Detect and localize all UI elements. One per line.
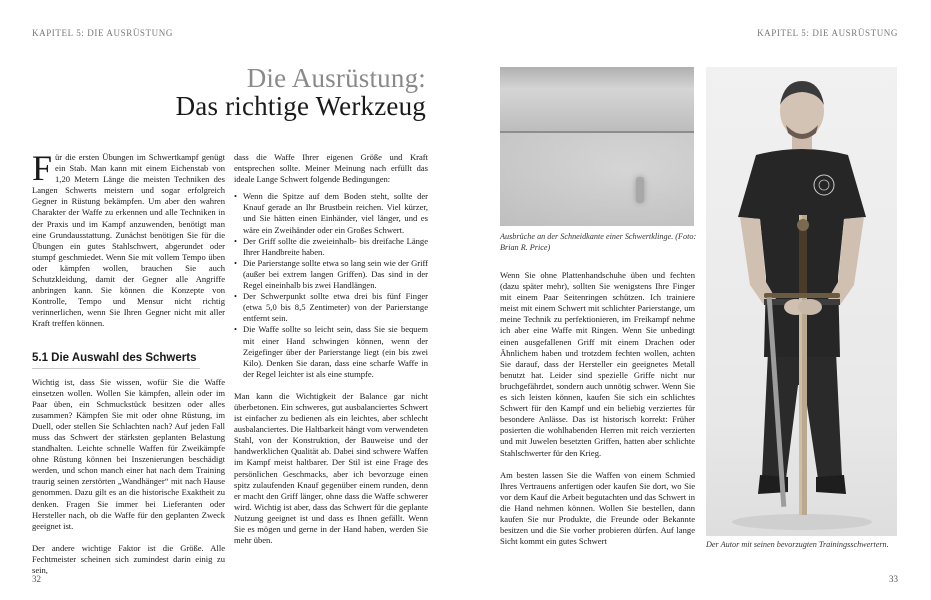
conditions-list [234,191,428,380]
right-page [465,0,931,600]
condition-item: • Die Parierstange sollte etwa so lang sein wie der Griff (außer bei extrem langen Griffen). Das sind in der Regel eineinhalb bis zwei Handlängen. [234,258,428,291]
intro-paragraph [32,148,225,330]
condition-item: • Wenn die Spitze auf dem Boden steht, sollte der Knauf gerade an Ihr Brustbein reichen. Viel kürzer, und Sie hätten einen Einhänder, viel länger, und es wäre ein Zweihänder oder ein Großes Schwert. [234,191,428,235]
blade-shading [500,133,694,226]
section-paragraph-1: Wichtig ist, dass Sie wissen, wofür Sie die Waffe einsetzen wollen. Wollen Sie kämpfen, allein oder im Paar üben, ein Schmuckstück besitzen oder alles zusammen? Kämpfen Sie mit oder ohne Rüstung, im Duell, oder stellen Sie Schlachten nach? Auf jeden Fall muss das Schwert der stärksten geplanten Belastung standhalten. Leichte schnelle Waffen für Zweikämpfe ohne Rüstung können bei Inszenierungen beschädigt werden, und schon manch einer hat nach dem Training traurig seinen zerstörten „Wandhänger“ mit nach Hause genommen. Dazu gilt es an die historische Exaktheit zu denken. Fragen Sie immer bei Lieferanten oder Hersteller nach, ob die Waffe für den geplanten Zweck geeignet ist. [32,376,225,531]
blade-nick [636,177,644,203]
page-number-left: 32 [32,574,41,584]
right-column [500,270,695,547]
page-number-right: 33 [889,574,898,584]
running-head-right: KAPITEL 5: DIE AUSRÜSTUNG [757,28,898,38]
drop-cap: F [32,148,53,188]
column2-intro: dass die Waffe Ihrer eigenen Größe und Kraft entsprechen sollte. Meiner Meinung nach erfüllt das ideale Lange Schwert folgende Bedingungen: [234,152,428,185]
chapter-title-line1: Die Ausrüstung: [246,63,426,93]
author-illustration [706,67,897,536]
blade-steel [500,67,694,133]
section-heading: 5.1 Die Auswahl des Schwerts [32,351,200,369]
section-paragraph-2: Der andere wichtige Faktor ist die Größe. Alle Fechtmeister scheinen sich zumindest darin einig zu sein, [32,542,225,575]
condition-item: • Der Schwerpunkt sollte etwa drei bis fünf Finger (etwa 5,0 bis 8,5 Zentimeter) von der Parierstange entfernt sein. [234,291,428,324]
blade-photo-caption: Ausbrüche an der Schneidkante einer Schwertklinge. (Foto: Brian R. Price) [500,232,697,252]
right-paragraph-1: Wenn Sie ohne Plattenhandschuhe üben und fechten (dazu später mehr), sollten Sie wenigstens Ihre Finger mit einem Paar Seitenringen schützen. Ich trainiere meist mit einem Schwert mit schlichter Parierstange, um meine Technik zu perfektionieren, im Freikampf nehme ich aber eine Waffe mit Ringen. Wenn Sie unbedingt einen ausgefallenen Griff mit einem Drachen oder Ähnlichem haben und trotzdem fechten wollen, achten Sie darauf, dass der Hersteller ein geeignetes Metall benutzt hat. Leider sind spezielle Griffe nicht nur bruchgefährdet, sondern auch unnötig schwer. Wenn Sie es sich leisten können, kaufen Sie sich ein schlichtes Schwert für den Kampf und ein beliebig verziertes für besondere Anlässe. Das ist historisch korrekt: Früher posierten die wohlhabenden Herren mit reich verzierten und mit Juwelen besetzten Griffen, hatten aber schlichte Stahlschwerter für den Krieg. [500,270,695,458]
author-photo [706,67,897,536]
right-paragraph-2: Am besten lassen Sie die Waffen von einem Schmied Ihres Vertrauens anfertigen oder kaufen Sie dort, wo Sie vor dem Kauf die Arbeit begutachten und das Schwert in die Hand nehmen können. Wollen Sie bestellen, dann kaufen Sie nur Produkte, die Freunde oder Bekannte besitzen und die Sie vorher probieren dürfen. Auf lange Sicht kommt ein gutes Schwert [500,469,695,547]
left-column-1 [32,148,225,576]
blade-photo [500,67,694,226]
condition-item: • Die Waffe sollte so leicht sein, dass Sie sie bequem mit einer Hand schwingen können, wenn der Zeigefinger über der Parierstange liegt (ein bis zwei Kilo). Denken Sie daran, dass eine scharfe Waffe in der Regel leichter ist als eine stumpfe. [234,324,428,379]
left-column-2 [234,152,428,546]
left-page [0,0,465,600]
column2-paragraph-2: Man kann die Wichtigkeit der Balance gar nicht überbetonen. Ein schweres, gut ausbalanciertes Schwert ist einfacher zu bedienen als ein leichtes, aber schlecht ausbalanciertes. Die Haltbarkeit hängt vom verwendeten Stahl, von der Konstruktion, der Bauweise und der handwerklichen Qualität ab. Dabei sind schwere Waffen im Kampf meist haltbarer. Der Stil ist eine Frage des persönlichen Geschmacks, aber ich bevorzuge einen spitz zulaufenden Knauf gegenüber einem runden, denn er macht den Griff länger, ohne dass die Waffe schwerer wird. Wichtig ist aber, dass das Schwert für die geplante Nutzung geeignet ist und dass es Ihnen gefällt. Wenn Sie es mögen und gerne in der Hand haben, werden Sie mehr üben. [234,390,428,546]
condition-item: • Der Griff sollte die zweieinhalb- bis dreifache Länge Ihrer Handbreite haben. [234,236,428,258]
intro-text: ür die ersten Übungen im Schwertkampf genügt ein Stab. Man kann mit einem Eichenstab von 1,20 Metern Länge die meisten Techniken des Langen Schwerts meistern und sogar erfolgreich Gegner in Rüstung bekämpfen. Um aber den wahren Charakter der Waffe zu erkennen und alle Techniken in der Praxis und im Kampf anzuwenden, benötigt man eine Grundausstattung. Zunächst benötigen Sie für die Übungen ein gutes Stahlschwert, abgerundet oder stumpf geschmiedet. Wenn Sie mit vollem Tempo üben oder kämpfen wollen, brauchen Sie auch Schutzkleidung, damit der Gegner alle Angriffe anbringen kann. Sie können die Konzepte von Kontrolle, Tempo und Mensur nicht richtig verinnerlichen, wenn Sie Ihren Gegner nicht mit aller Kraft treffen können. [32,152,225,329]
running-head-left: KAPITEL 5: DIE AUSRÜSTUNG [32,28,173,38]
author-photo-caption: Der Autor mit seinen bevorzugten Trainingsschwertern. [706,540,889,549]
chapter-title-line2: Das richtige Werkzeug [175,91,426,121]
